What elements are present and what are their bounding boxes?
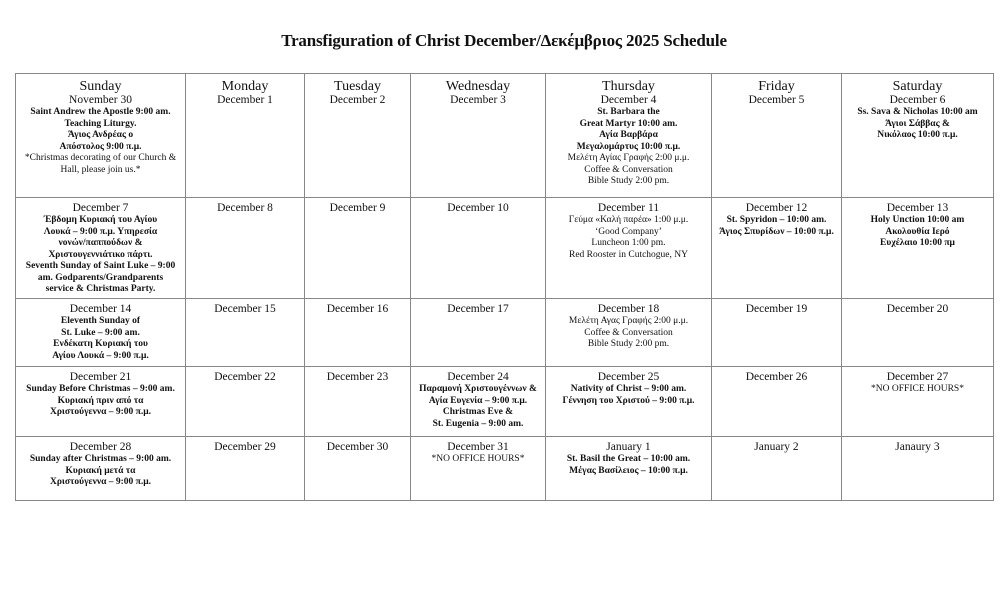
event-line: Παραμονή Χριστουγέννων &	[419, 384, 537, 394]
event-line: Αγίου Λουκά – 9:00 π.μ.	[52, 350, 149, 361]
day-date: December 18	[597, 303, 660, 315]
event-line: Ενδέκατη Κυριακή του	[53, 339, 148, 349]
weekday-header: Friday	[758, 79, 795, 94]
calendar-week-row	[16, 299, 994, 367]
day-date: January 1	[606, 441, 651, 453]
calendar-day-cell	[546, 299, 712, 367]
calendar-day-cell	[16, 198, 186, 299]
event-line: Seventh Sunday of Saint Luke – 9:00	[25, 261, 176, 271]
day-date: December 21	[69, 371, 132, 383]
calendar-table	[15, 73, 994, 501]
calendar-day-cell	[842, 367, 994, 437]
event-line: Γεύμα «Καλή παρέα» 1:00 μ.μ.	[568, 215, 689, 225]
event-line: St. Spyridon – 10:00 am.	[726, 215, 827, 225]
calendar-day-cell	[546, 437, 712, 501]
event-line: Coffee & Conversation	[584, 327, 673, 338]
day-date: December 6	[889, 94, 946, 106]
day-date: December 24	[447, 371, 509, 383]
event-line: Bible Study 2:00 pm.	[587, 176, 670, 186]
event-line: Hall, please join us.*	[60, 164, 141, 175]
calendar-day-cell	[186, 437, 305, 501]
day-date: December 23	[326, 371, 389, 383]
calendar-day-cell	[842, 74, 994, 198]
event-line: Λουκά – 9:00 π.μ. Υπηρεσία	[43, 226, 158, 237]
event-line: Red Rooster in Cutchogue, NY	[568, 249, 688, 260]
event-line: Κυριακή μετά τα	[65, 465, 136, 476]
event-line: Άγιος Ανδρέας ο	[67, 130, 134, 140]
calendar-day-cell	[186, 367, 305, 437]
day-date: December 9	[329, 202, 386, 214]
day-date: December 2	[329, 94, 386, 106]
calendar-day-cell	[842, 299, 994, 367]
calendar-week-row	[16, 198, 994, 299]
weekday-header: Tuesday	[334, 79, 381, 94]
day-date: December 8	[217, 202, 273, 214]
day-date: December 20	[886, 303, 949, 315]
day-date: December 28	[69, 441, 132, 453]
event-line: Γέννηση του Χριστού – 9:00 π.μ.	[562, 395, 695, 406]
calendar-day-cell	[305, 367, 411, 437]
day-date: December 25	[597, 371, 660, 383]
calendar-day-cell	[16, 74, 186, 198]
day-date: December 16	[326, 303, 389, 315]
day-date: January 2	[754, 441, 799, 453]
day-date: December 4	[600, 94, 657, 106]
event-line: Μελέτη Αγίας Γραφής 2:00 μ.μ.	[567, 153, 690, 163]
event-line: Ευχέλαιο 10:00 πμ	[880, 238, 955, 248]
day-date: December 7	[72, 202, 129, 214]
day-date: December 14	[69, 303, 132, 315]
event-line: Eleventh Sunday of	[60, 316, 141, 326]
page-title: Transfiguration of Christ December/Δεκέμβριος 2025 Schedule	[281, 31, 727, 50]
calendar-day-cell	[411, 367, 546, 437]
day-date: December 10	[447, 202, 509, 214]
calendar-day-cell	[712, 299, 842, 367]
event-line: Sunday after Christmas – 9:00 am.	[29, 454, 172, 464]
event-line: Μελέτη Αγας Γραφής 2:00 μ.μ.	[568, 316, 689, 326]
event-line: Coffee & Conversation	[584, 164, 673, 175]
day-date: Janaury 3	[895, 441, 940, 453]
event-line: Νικόλαος 10:00 π.μ.	[877, 130, 958, 140]
event-line: Χριστούγεννα – 9:00 π.μ.	[49, 477, 152, 487]
event-line: Ss. Sava & Nicholas 10:00 am	[857, 107, 978, 117]
calendar-day-cell	[546, 367, 712, 437]
event-line: Luncheon 1:00 pm.	[591, 238, 666, 248]
day-date: November 30	[69, 94, 132, 106]
calendar-day-cell	[546, 198, 712, 299]
event-line: ‘Good Company’	[595, 226, 662, 237]
calendar-day-cell	[411, 74, 546, 198]
event-line: St. Luke – 9:00 am.	[61, 327, 140, 338]
weekday-header: Sunday	[79, 79, 122, 94]
calendar-day-cell	[186, 198, 305, 299]
calendar-day-cell	[411, 299, 546, 367]
event-line: *Christmas decorating of our Church &	[24, 153, 177, 163]
event-line: Nativity of Christ – 9:00 am.	[570, 384, 687, 394]
event-line: Άγιοι Σάββας &	[885, 118, 950, 129]
event-line: Αγία Ευγενία – 9:00 π.μ.	[428, 395, 528, 406]
calendar-day-cell	[305, 198, 411, 299]
calendar-week-row	[16, 437, 994, 501]
event-line: Απόστολος 9:00 π.μ.	[59, 141, 142, 152]
day-date: December 22	[214, 371, 276, 383]
event-line: Μεγαλομάρτυς 10:00 π.μ.	[576, 141, 681, 152]
event-line: Χριστουγεννιάτικο πάρτι.	[48, 249, 153, 260]
day-date: December 12	[745, 202, 808, 214]
event-line: St. Basil the Great – 10:00 am.	[566, 454, 691, 464]
calendar-day-cell	[842, 437, 994, 501]
event-line: Christmas Eve &	[442, 407, 514, 417]
calendar-day-cell	[16, 367, 186, 437]
event-line: St. Barbara the	[597, 107, 660, 117]
day-date: December 11	[597, 202, 660, 214]
day-date: December 31	[447, 441, 509, 453]
event-line: Αγία Βαρβάρα	[599, 130, 658, 140]
event-line: Κυριακή πριν από τα	[57, 395, 144, 406]
day-date: December 27	[886, 371, 949, 383]
calendar-day-cell	[305, 437, 411, 501]
event-line: *NO OFFICE HOURS*	[431, 454, 525, 464]
event-line: Έβδομη Κυριακή του Αγίου	[43, 215, 158, 225]
event-line: Teaching Liturgy.	[64, 118, 137, 129]
calendar-day-cell	[712, 74, 842, 198]
event-line: Μέγας Βασίλειος – 10:00 π.μ.	[569, 465, 688, 476]
day-date: December 29	[214, 441, 276, 453]
day-date: December 5	[748, 94, 805, 106]
weekday-header: Thursday	[602, 79, 655, 94]
event-line: Bible Study 2:00 pm.	[587, 339, 670, 349]
calendar-day-cell	[411, 198, 546, 299]
event-line: *NO OFFICE HOURS*	[871, 384, 964, 394]
weekday-header: Monday	[221, 79, 269, 94]
calendar-day-cell	[546, 74, 712, 198]
calendar-week-row	[16, 367, 994, 437]
event-line: Χριστούγεννα – 9:00 π.μ.	[49, 407, 152, 417]
calendar-day-cell	[411, 437, 546, 501]
event-line: Sunday Before Christmas – 9:00 am.	[26, 384, 175, 394]
day-date: December 30	[326, 441, 389, 453]
calendar-week-row	[16, 74, 994, 198]
event-line: Great Martyr 10:00 am.	[579, 118, 678, 129]
weekday-header: Saturday	[892, 79, 943, 94]
event-line: St. Eugenia – 9:00 am.	[432, 418, 524, 429]
calendar-day-cell	[16, 299, 186, 367]
event-line: Ακολουθία Ιερό	[885, 226, 950, 237]
event-line: service & Christmas Party.	[45, 284, 156, 294]
day-date: December 17	[447, 303, 509, 315]
event-line: Holy Unction 10:00 am	[870, 215, 965, 225]
day-date: December 19	[745, 303, 808, 315]
day-date: December 3	[450, 94, 506, 106]
calendar-day-cell	[842, 198, 994, 299]
calendar-day-cell	[16, 437, 186, 501]
day-date: December 1	[217, 94, 273, 106]
calendar-day-cell	[712, 367, 842, 437]
calendar-day-cell	[712, 198, 842, 299]
calendar-day-cell	[712, 437, 842, 501]
calendar-day-cell	[305, 74, 411, 198]
calendar-day-cell	[186, 74, 305, 198]
day-date: December 13	[886, 202, 949, 214]
calendar-day-cell	[305, 299, 411, 367]
calendar-day-cell	[186, 299, 305, 367]
weekday-header: Wednesday	[445, 79, 511, 94]
day-date: December 26	[745, 371, 808, 383]
event-line: Άγιος Σπυρίδων – 10:00 π.μ.	[719, 226, 834, 237]
event-line: Saint Andrew the Apostle 9:00 am.	[30, 107, 171, 117]
day-date: December 15	[214, 303, 276, 315]
event-line: am. Godparents/Grandparents	[37, 272, 164, 283]
event-line: νονών/παππούδων &	[58, 238, 143, 248]
